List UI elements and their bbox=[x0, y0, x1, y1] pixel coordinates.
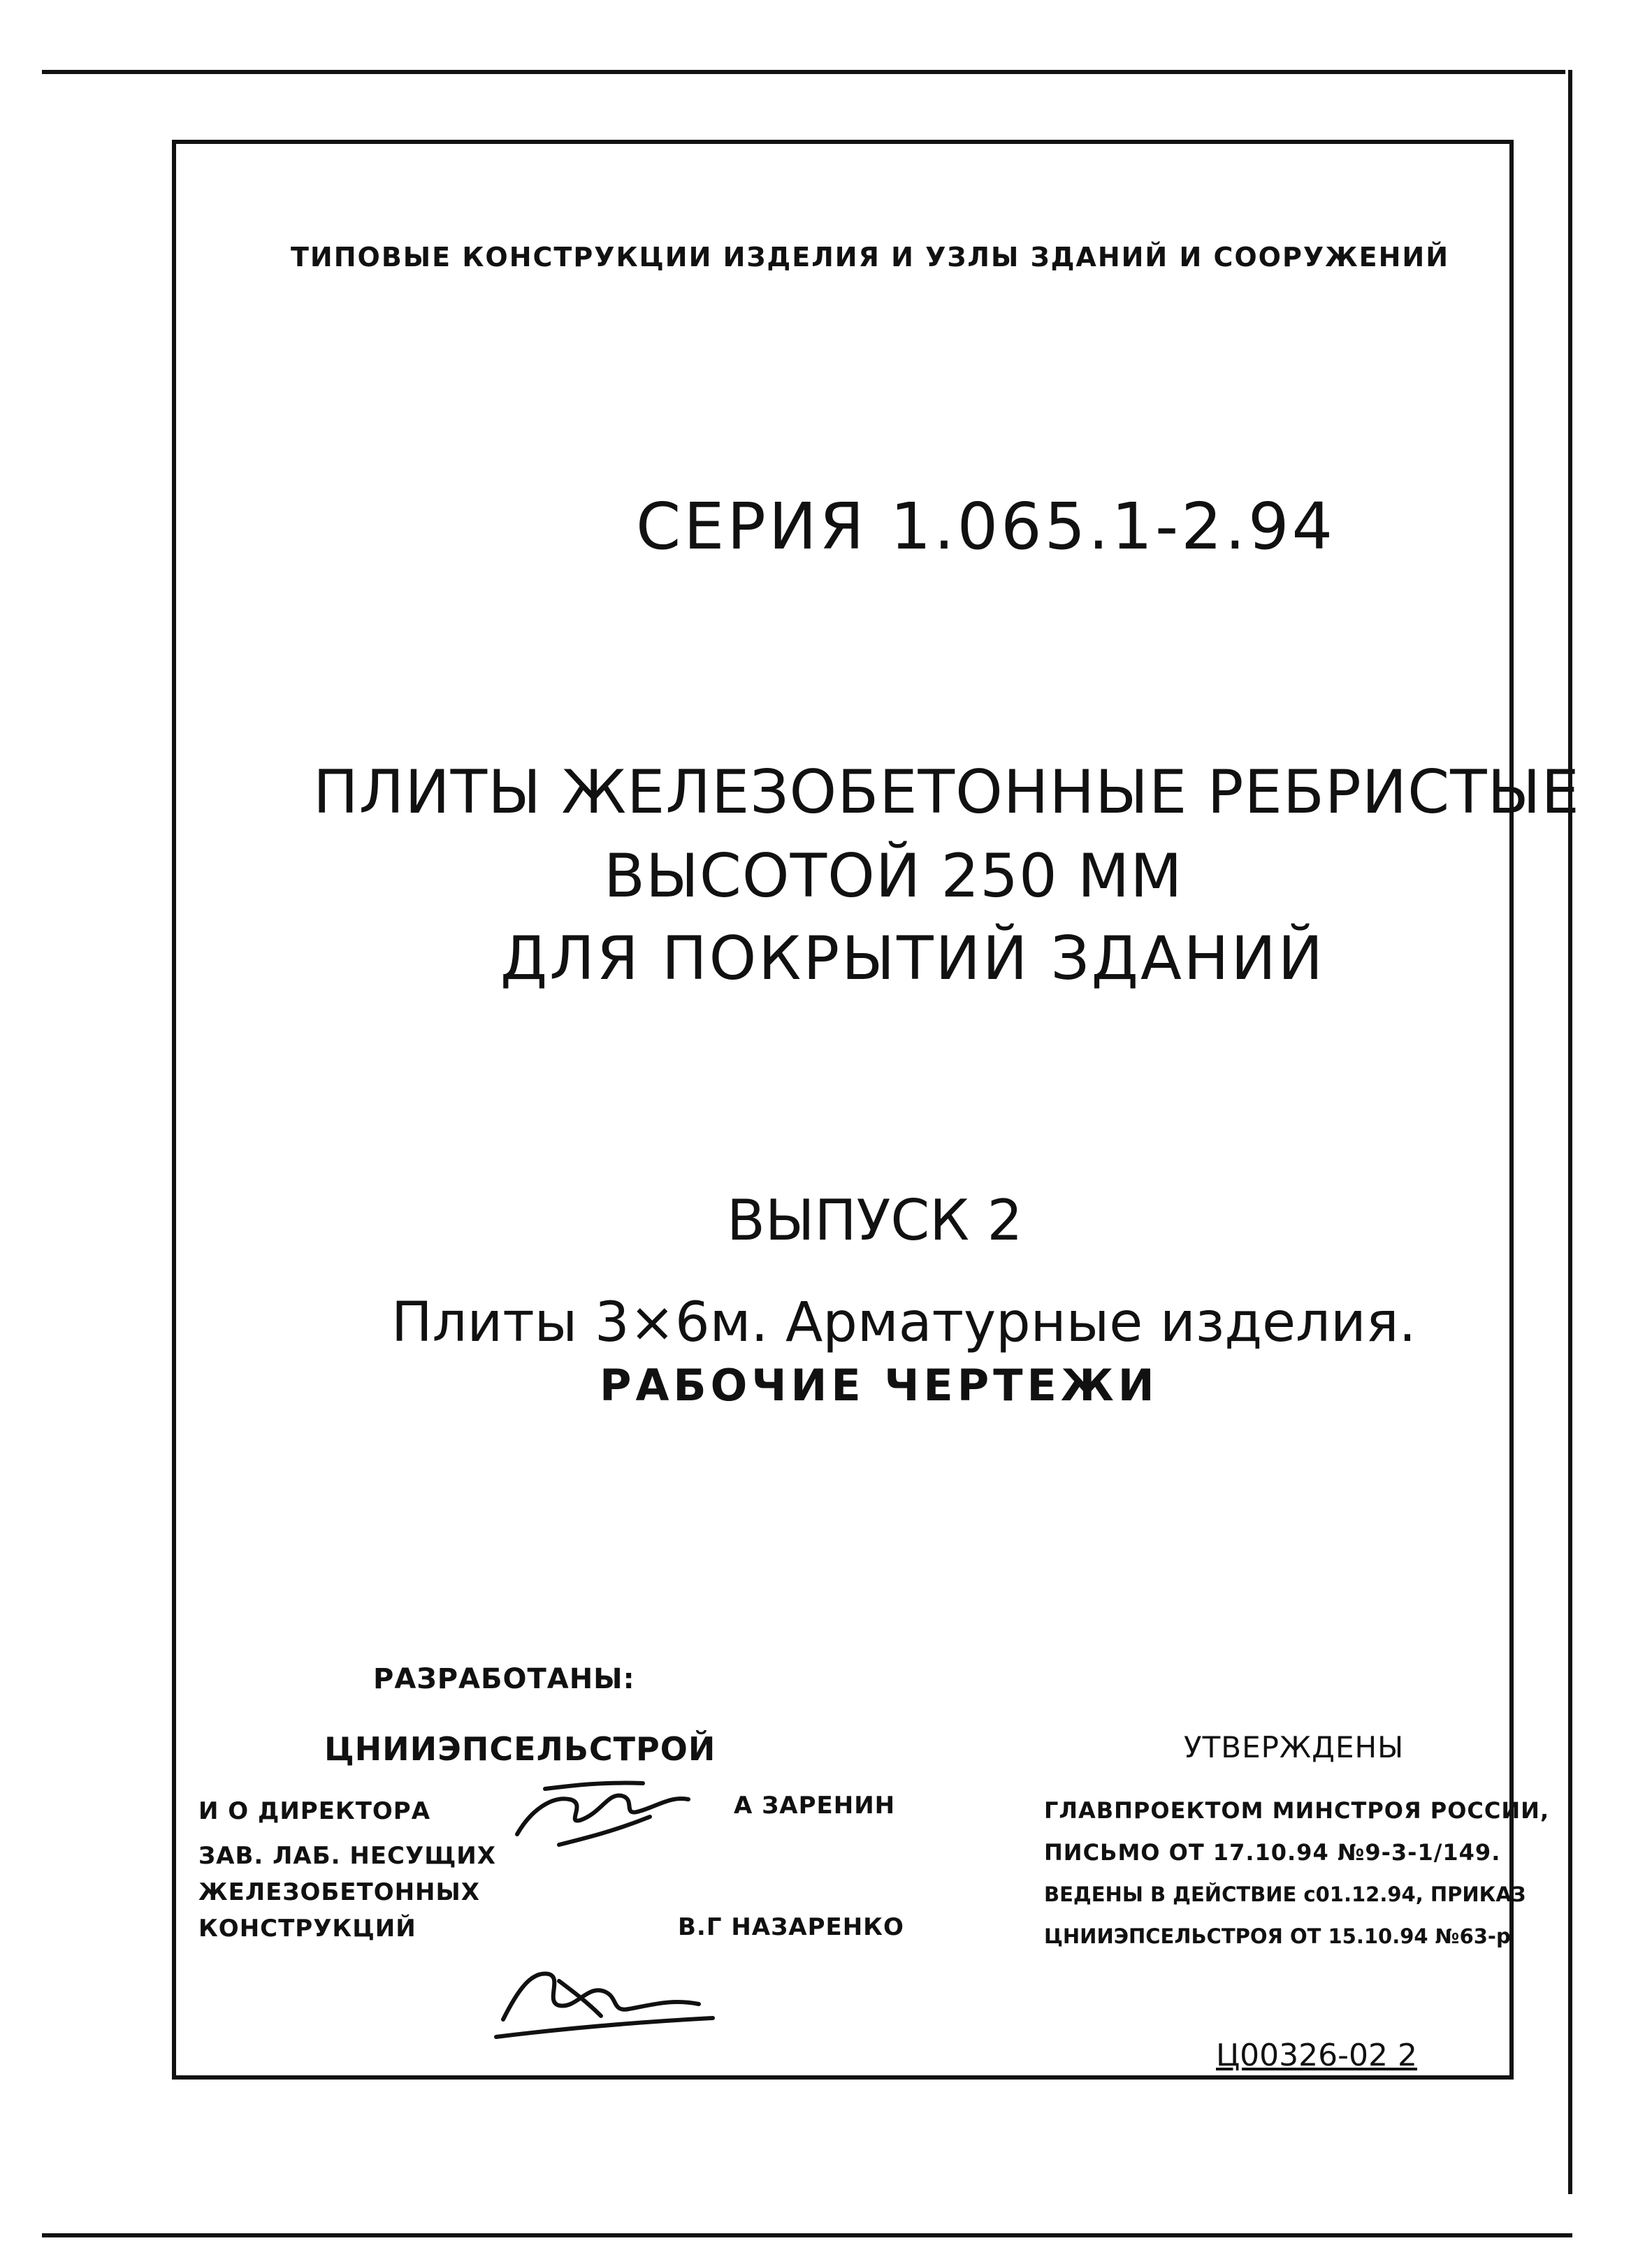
director-name: А ЗАРЕНИН bbox=[734, 1792, 896, 1820]
director-role: И О ДИРЕКТОРА bbox=[198, 1797, 431, 1825]
series-category-header: ТИПОВЫЕ КОНСТРУКЦИИ ИЗДЕЛИЯ И УЗЛЫ ЗДАНИЙ И СООРУЖЕНИЙ bbox=[291, 242, 1450, 273]
issue-line-1: Плиты 3×6м. Арматурные изделия. bbox=[391, 1291, 1416, 1354]
developed-label: РАЗРАБОТАНЫ: bbox=[373, 1663, 635, 1695]
developed-org: ЦНИИЭПСЕЛЬСТРОЙ bbox=[324, 1730, 716, 1768]
issue-label: ВЫПУСК 2 bbox=[727, 1188, 1023, 1253]
top-border-line bbox=[42, 70, 1565, 74]
approved-line-4: ЦНИИЭПСЕЛЬСТРОЯ ОТ 15.10.94 №63-р bbox=[1044, 1924, 1511, 1948]
approved-label: УТВЕРЖДЕНЫ bbox=[1184, 1730, 1405, 1764]
lab-head-name: В.Г НАЗАРЕНКО bbox=[678, 1913, 904, 1941]
director-signature bbox=[503, 1768, 713, 1866]
right-border-line bbox=[1568, 70, 1572, 2194]
lab-head-role-2: ЖЕЛЕЗОБЕТОННЫХ bbox=[198, 1878, 480, 1906]
series-number: СЕРИЯ 1.065.1-2.94 bbox=[636, 489, 1336, 564]
lab-head-signature bbox=[482, 1950, 734, 2054]
title-line-3: ДЛЯ ПОКРЫТИЙ ЗДАНИЙ bbox=[500, 924, 1326, 994]
approved-line-3: ВЕДЕНЫ В ДЕЙСТВИЕ с01.12.94, ПРИКАЗ bbox=[1044, 1882, 1526, 1906]
lab-head-role-3: КОНСТРУКЦИЙ bbox=[198, 1915, 416, 1943]
drawing-frame bbox=[172, 140, 1514, 2080]
issue-line-2: РАБОЧИЕ ЧЕРТЕЖИ bbox=[600, 1360, 1159, 1411]
lab-head-role-1: ЗАВ. ЛАБ. НЕСУЩИХ bbox=[198, 1842, 496, 1870]
approved-line-1: ГЛАВПРОЕКТОМ МИНСТРОЯ РОССИИ, bbox=[1044, 1797, 1550, 1824]
approved-line-2: ПИСЬМО ОТ 17.10.94 №9-3-1/149. bbox=[1044, 1839, 1501, 1866]
title-line-2: ВЫСОТОЙ 250 ММ bbox=[604, 841, 1183, 911]
title-line-1: ПЛИТЫ ЖЕЛЕЗОБЕТОННЫЕ РЕБРИСТЫЕ bbox=[313, 757, 1580, 827]
bottom-border-line bbox=[42, 2233, 1572, 2237]
document-code: Ц00326-02 2 bbox=[1216, 2038, 1417, 2073]
